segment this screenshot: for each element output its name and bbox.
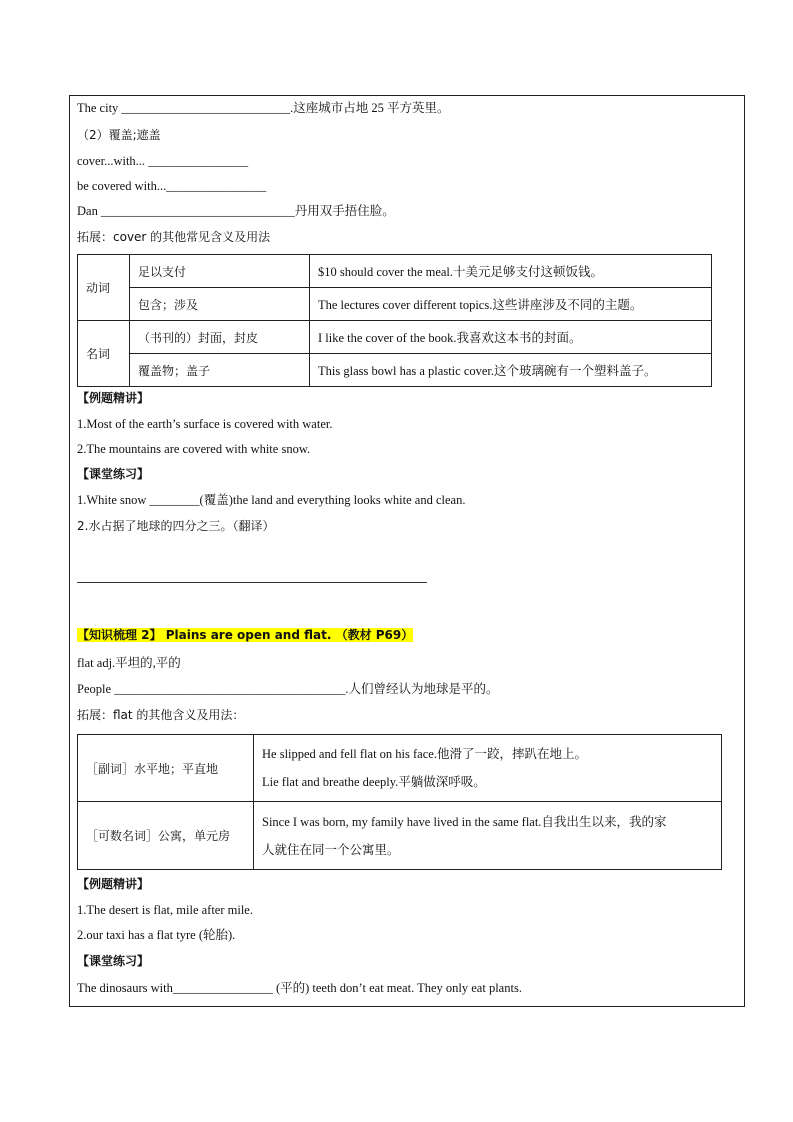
example-cell: $10 should cover the meal.十美元足够支付这顿饭钱。 bbox=[310, 255, 712, 288]
cover-usage-table bbox=[77, 254, 712, 387]
meaning-cell: ［可数名词］公寓，单元房 bbox=[78, 802, 254, 870]
example-cell bbox=[254, 802, 722, 870]
pos-verb: 动词 bbox=[78, 255, 130, 321]
text-line: 1.Most of the earth’s surface is covered with water. bbox=[77, 417, 333, 431]
section-heading: 【例题精讲】 bbox=[77, 877, 150, 891]
text-line: （2）覆盖;遮盖 bbox=[77, 128, 161, 142]
pos-noun: 名词 bbox=[78, 321, 130, 387]
flat-usage-table bbox=[77, 734, 722, 870]
section-heading-knowledge-2 bbox=[77, 627, 413, 643]
text-line: cover...with... ________________ bbox=[77, 154, 249, 168]
example-sentence: 人就住在同一个公寓里。 bbox=[262, 842, 400, 857]
text-line: The city ___________________________.这座城市占地 25 平方英里。 bbox=[77, 101, 450, 115]
text-line: 1.White snow ________(覆盖)the land and everything looks white and clean. bbox=[77, 493, 466, 507]
example-cell: The lectures cover different topics.这些讲座涉及不同的主题。 bbox=[310, 288, 712, 321]
example-sentence: He slipped and fell flat on his face.他滑了一跤，摔趴在地上。 bbox=[262, 747, 587, 761]
text-line: 2.水占据了地球的四分之三。（翻译） bbox=[77, 519, 275, 533]
text-line: People _____________________________________.人们曾经认为地球是平的。 bbox=[77, 682, 499, 696]
text-line: be covered with...________________ bbox=[77, 179, 267, 193]
section-heading: 【例题精讲】 bbox=[77, 391, 150, 405]
text-line: 2.our taxi has a flat tyre (轮胎). bbox=[77, 928, 236, 942]
meaning-cell: 包含；涉及 bbox=[130, 288, 310, 321]
section-heading: 【课堂练习】 bbox=[77, 954, 150, 968]
meaning-cell: 足以支付 bbox=[130, 255, 310, 288]
text-line: 拓展：cover 的其他常见含义及用法 bbox=[77, 230, 271, 244]
example-sentence: Since I was born, my family have lived in the same flat.自我出生以来，我的家 bbox=[262, 814, 667, 829]
meaning-cell: （书刊的）封面，封皮 bbox=[130, 321, 310, 354]
text-line: The dinosaurs with________________ (平的) teeth don’t eat meat. They only eat plants. bbox=[77, 981, 522, 995]
highlight: 【知识梳理 2】 Plains are open and flat. （教材 P69） bbox=[77, 628, 414, 642]
section-heading: 【课堂练习】 bbox=[77, 467, 150, 481]
meaning-cell: ［副词］水平地；平直地 bbox=[78, 735, 254, 802]
text-line: 2.The mountains are covered with white snow. bbox=[77, 442, 311, 456]
text-line: 拓展：flat 的其他含义及用法： bbox=[77, 708, 245, 722]
example-cell: This glass bowl has a plastic cover.这个玻璃碗有一个塑料盖子。 bbox=[310, 354, 712, 387]
text-line: 1.The desert is flat, mile after mile. bbox=[77, 903, 253, 917]
example-sentence: Lie flat and breathe deeply.平躺做深呼吸。 bbox=[262, 775, 486, 789]
text-line: Dan _______________________________丹用双手捂住脸。 bbox=[77, 204, 395, 218]
answer-line bbox=[77, 582, 427, 583]
example-cell: I like the cover of the book.我喜欢这本书的封面。 bbox=[310, 321, 712, 354]
example-cell bbox=[254, 735, 722, 802]
text-line: flat adj.平坦的,平的 bbox=[77, 656, 181, 670]
meaning-cell: 覆盖物；盖子 bbox=[130, 354, 310, 387]
